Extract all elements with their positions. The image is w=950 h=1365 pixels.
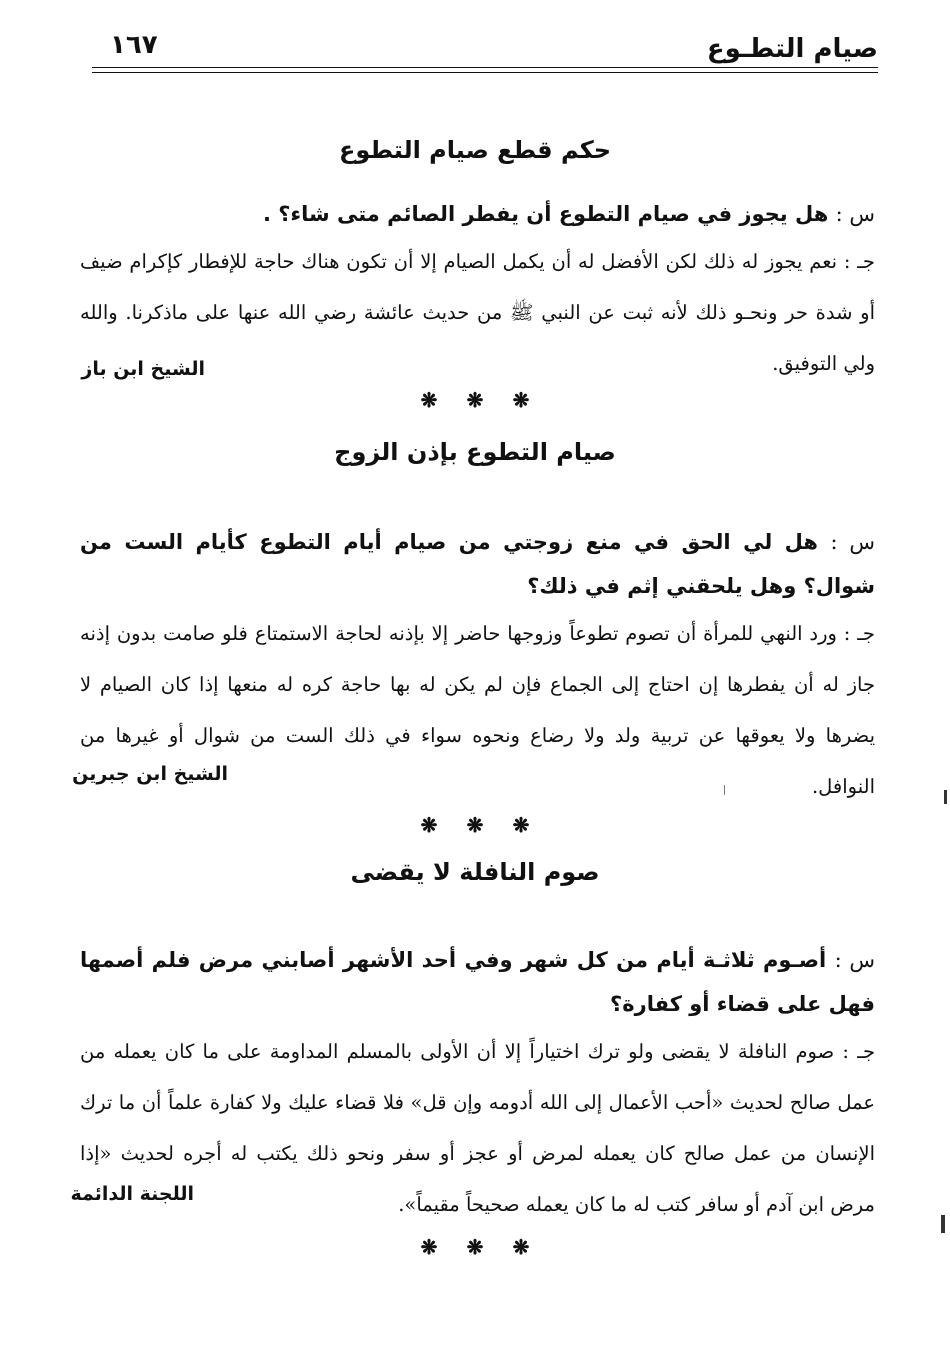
question-prefix: س : — [835, 202, 875, 226]
question-2 — [80, 520, 875, 608]
author-1: الشيخ ابن باز — [81, 358, 205, 380]
separator-3 — [0, 1235, 950, 1259]
header-rule — [92, 67, 878, 68]
section-title-3: صوم النافلة لا يقضى — [350, 858, 600, 886]
question-prefix: س : — [830, 530, 876, 554]
separator-star-icon: ❋ — [420, 388, 438, 412]
section-title-2: صيام التطوع بإذن الزوج — [334, 438, 616, 466]
separator-1 — [0, 388, 950, 412]
separator-star-icon: ❋ — [512, 388, 530, 412]
answer-prefix: جـ : — [843, 250, 875, 273]
question-text: هل لي الحق في منع زوجتي من صيام أيام التطوع كأيام الست من شوال؟ وهل يلحقني إثم في ذلك؟ — [80, 530, 875, 598]
answer-prefix: جـ : — [842, 1040, 875, 1063]
question-1 — [80, 192, 875, 236]
question-prefix: س : — [834, 948, 876, 972]
question-3 — [80, 938, 875, 1026]
question-text: هل يجوز في صيام التطوع أن يفطر الصائم متى شاء؟ . — [262, 202, 829, 226]
running-header-title: صيام التطـوع — [706, 34, 878, 64]
section-title-1: حكم قطع صيام التطوع — [338, 136, 612, 164]
scan-speck — [941, 1215, 945, 1233]
scan-speck — [724, 785, 725, 795]
scan-speck — [944, 790, 947, 804]
author-3: اللجنة الدائمة — [70, 1183, 194, 1205]
answer-text: ورد النهي للمرأة أن تصوم تطوعاً وزوجها حاضر إلا بإذنه لحاجة الاستمتاع فلو صامت بدون إذنه جاز له أن يفطرها إن احتاج إلى الجماع فإن لم يكن له بها حاجة كره له منعها إذا كان الصيام لا يضرها ولا يعوقها عن تربية ولد ولا رضاع ونحوه سواء في ذلك الست من شوال أو غيرها من النوافل. — [80, 622, 875, 798]
author-2: الشيخ ابن جبرين — [72, 763, 228, 785]
separator-star-icon: ❋ — [420, 1235, 438, 1259]
answer-text: صوم النافلة لا يقضى ولو ترك اختياراً إلا أن الأولى بالمسلم المداومة على ما كان يعمله من عمل صالح لحديث «أحب الأعمال إلى الله أدومه وإن قل» فلا قضاء عليك ولا كفارة علماً أن ما ترك الإنسان من عمل صالح كان يعمله لمرض أو عجز أو سفر ونحو ذلك يكتب له أجره لحديث «إذا مرض ابن آدم أو سافر كتب له ما كان يعمله صحيحاً مقيماً». — [80, 1040, 875, 1216]
separator-star-icon: ❋ — [420, 813, 438, 837]
page-number: ١٦٧ — [110, 30, 158, 60]
separator-star-icon: ❋ — [512, 1235, 530, 1259]
question-text: أصـوم ثلاثـة أيام من كل شهر وفي أحد الأشهر أصابني مرض فلم أصمها فهل على قضاء أو كفارة؟ — [80, 948, 875, 1016]
separator-2 — [0, 813, 950, 837]
separator-star-icon: ❋ — [466, 388, 484, 412]
answer-prefix: جـ : — [843, 622, 875, 645]
answer-text: نعم يجوز له ذلك لكن الأفضل له أن يكمل الصيام إلا أن تكون هناك حاجة للإفطار كإكرام ضيف أو شدة حر ونحـو ذلك لأنه ثبت عن النبي ﷺ من حديث عائشة رضي الله عنها على ماذكرنا. والله ولي التوفيق. — [80, 250, 875, 375]
section-3-body — [80, 938, 875, 1230]
header-rule-secondary — [92, 72, 878, 73]
answer-3 — [80, 1026, 875, 1230]
separator-star-icon: ❋ — [512, 813, 530, 837]
separator-star-icon: ❋ — [466, 813, 484, 837]
separator-star-icon: ❋ — [466, 1235, 484, 1259]
